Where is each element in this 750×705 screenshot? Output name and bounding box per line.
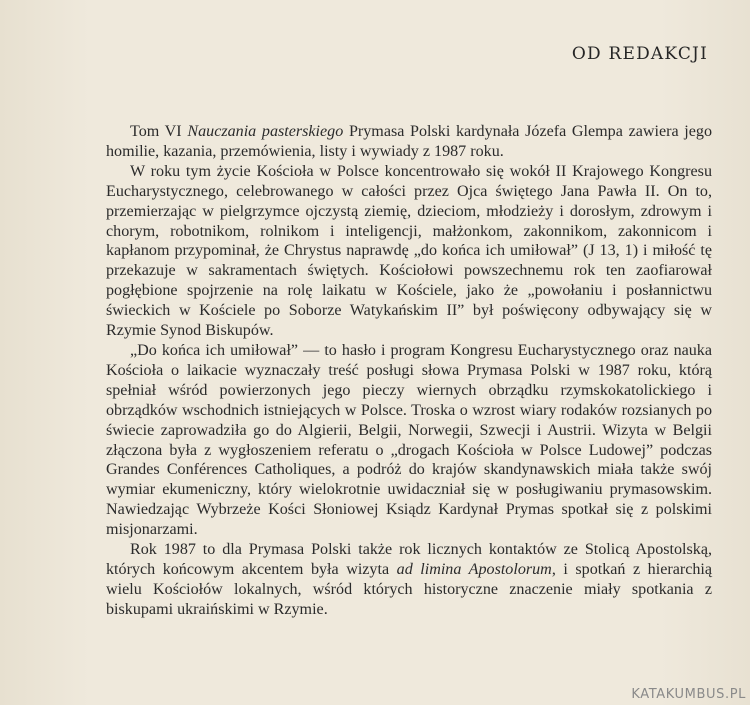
paragraph-4 (106, 540, 712, 620)
paragraph-1 (106, 122, 712, 162)
watermark: KATAKUMBUS.PL (631, 687, 746, 702)
paragraph-1-title-italic: Nauczania pasterskiego (187, 123, 344, 140)
paragraph-1-start: Tom VI (130, 123, 188, 140)
paragraph-3: „Do końca ich umiłował” — to hasło i program Kongresu Eucharystycznego oraz nauka Kościoła o laikacie wyznaczały treść posługi słowa Prymasa Polski w 1987 roku, którą spełniał wśród powierzonych jego pieczy wiernych obrządku rzymskokatolickiego i obrządków wschodnich istniejących w Polsce. Troska o wzrost wiary rodaków rozsianych po świecie zaprowadziła go do Algierii, Belgii, Norwegii, Szwecji i Austrii. Wizyta w Belgii złączona była z wygłoszeniem referatu o „drogach Kościoła w Polsce Ludowej” podczas Grandes Conférences Catholiques, a podróż do krajów skandynawskich miała także swój wymiar ekumeniczny, który wielokrotnie uwidaczniał się w posługiwaniu prymasowskim. Nawiedzając Wybrzeże Kości Słoniowej Ksiądz Kardynał Prymas spotkał się z polskimi misjonarzami. (106, 341, 712, 539)
paragraph-4-start: Rok 1987 to dla Prymasa Polski także rok licznych kontaktów ze Stolicą Apostolską, których końcowym akcentem była wizyta (106, 541, 712, 578)
paragraph-4-end: , i spotkań z hierarchią wielu Kościołów lokalnych, wśród których historyczne znaczenie miały spotkania z biskupami ukraińskimi w Rzymie. (106, 560, 712, 618)
paragraph-2: W roku tym życie Kościoła w Polsce koncentrowało się wokół II Krajowego Kongresu Eucharystycznego, celebrowanego w całości przez Ojca świętego Jana Pawła II. On to, przemierzając w pielgrzymce ojczystą ziemię, dzieciom, młodzieży i dorosłym, zdrowym i chorym, robotnikom, rolnikom i inteligencji, małżonkom, zakonnikom, zakonnicom i kapłanom przypominał, że Chrystus naprawdę „do końca ich umiłował” (J 13, 1) i miłość tę przekazuje w sakramentach świętych. Kościołowi powszechnemu rok ten zaofiarował pogłębione spojrzenie na rolę laikatu w Kościele, jako że „powołaniu i posłannictwu świeckich w Kościele po Soborze Watykańskim II” był poświęcony odbywający się w Rzymie Synod Biskupów. (106, 162, 712, 340)
body-text (106, 122, 712, 620)
paragraph-1-end: Prymasa Polski kardynała Józefa Glempa zawiera jego homilie, kazania, przemówienia, listy i wywiady z 1987 roku. (106, 123, 712, 160)
paragraph-4-latin-italic: ad limina Apostolorum (396, 560, 552, 578)
section-heading: OD REDAKCJI (571, 44, 708, 64)
